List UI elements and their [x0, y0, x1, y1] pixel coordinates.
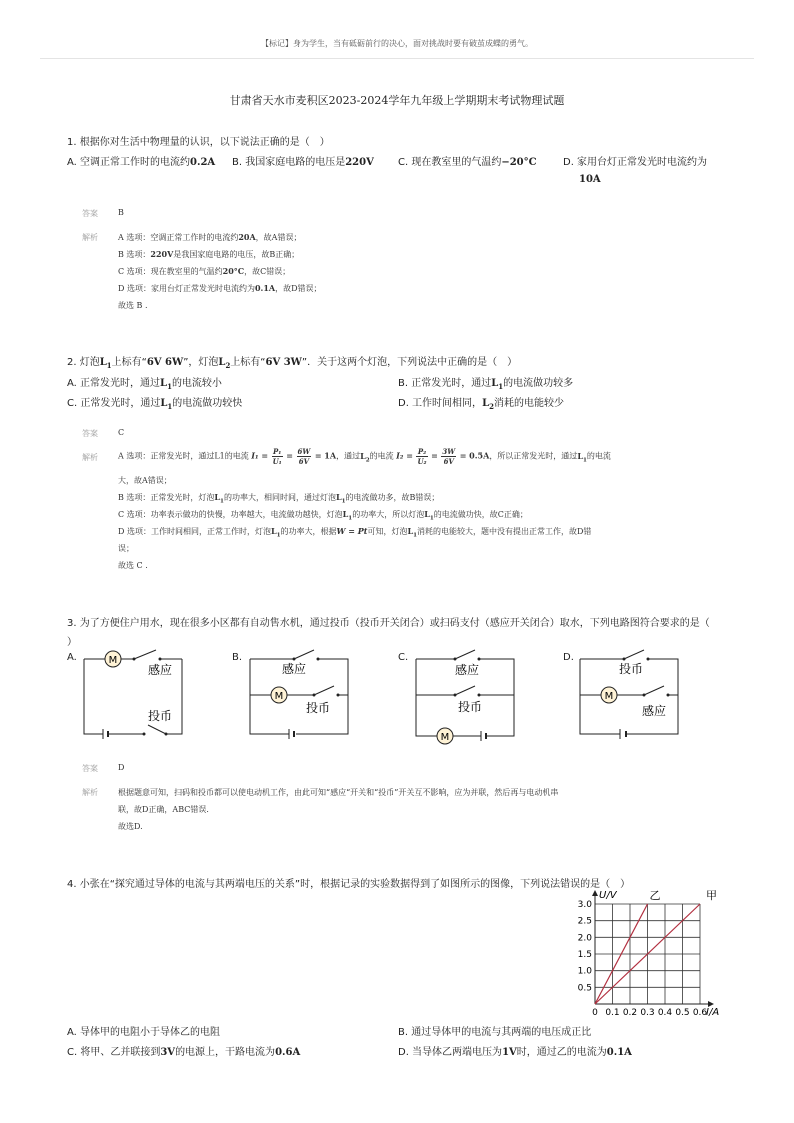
q2-result-2: = 0.5A: [459, 450, 490, 461]
q1-s1-value: 20A: [238, 232, 256, 242]
q3-analysis-line-2: 联，故D正确，ABC错误．: [118, 805, 215, 814]
q3-option-a-label[interactable]: A.: [67, 652, 77, 663]
circuit-b-ganying-switch: [294, 650, 314, 659]
q2-stem-p1: 2. 灯泡: [67, 357, 100, 368]
q2-s3-b: 的功率大，所以灯泡: [352, 510, 425, 519]
q2-s3-c: 的电流做功快，故C正确；: [433, 510, 528, 519]
q1-d-text: D. 家用台灯正常发光时电流约为: [563, 157, 708, 168]
q2-i1-symbol: I₁ =: [251, 450, 269, 461]
y-tick-label: 1.5: [577, 950, 592, 960]
q4-d-text: D. 当导体乙两端电压为: [398, 1047, 503, 1058]
y-tick-label: 2.5: [577, 916, 592, 927]
q1-analysis-line-3: [118, 266, 290, 277]
q2-a-text: A. 正常发光时，通过: [67, 378, 161, 389]
q2-a-tail: 的电流较小: [171, 378, 222, 389]
q3-answer-label: 答案: [82, 764, 98, 773]
circuit-c-ganying-switch: [455, 650, 475, 659]
q2-fraction-3w-6v: $\frac{3W}{6V}$: [442, 447, 456, 466]
q1-s3-tail: ，故C错误；: [244, 267, 291, 276]
q4-option-d[interactable]: [398, 1043, 632, 1058]
q2-s2-c: 的电流做功多，故B错误；: [345, 493, 440, 502]
circuit-b-toubi-label: 投币: [306, 701, 331, 715]
q2-b-lamp: $L_1$: [491, 378, 504, 391]
series-label-yi: 乙: [649, 889, 661, 902]
q2-s1-b: ，通过: [336, 451, 361, 461]
q2-s2-l1: $L_1$: [214, 492, 224, 505]
q2-s2-b: 的功率大，相同时间，通过灯泡: [223, 493, 336, 502]
x-tick-label: 0.6: [692, 1008, 708, 1018]
header-divider: [40, 58, 754, 59]
q2-s1-l2: $L_2$: [360, 450, 370, 464]
circuit-c-toubi-label: 投币: [458, 700, 483, 714]
q4-d-current: 0.1A: [606, 1047, 632, 1058]
q2-b-text: B. 正常发光时，通过: [398, 378, 492, 389]
q2-l2: $L_2$: [218, 357, 231, 370]
y-tick-label: 1.0: [577, 966, 592, 977]
q1-answer-label: 答案: [82, 209, 98, 218]
circuit-a-motor-label: M: [108, 655, 118, 666]
q4-d-mid: 时，通过乙的电流为: [516, 1047, 607, 1058]
q2-fraction-6w-6v: $\frac{6W}{6V}$: [297, 447, 311, 466]
circuit-a-toubi-label: 投币: [148, 709, 173, 723]
q2-analysis-line-5: 故选 C .: [118, 561, 148, 570]
q3-analysis-line-1: 根据题意可知，扫码和投币都可以使电动机工作，由此可知“感应“开关和“投币”开关互不影响，应为并联，然后再与电动机串: [118, 788, 559, 797]
q2-s4-a: D 选项：工作时间相同，正常工作时，灯泡: [118, 527, 271, 536]
q2-s2-l1b: $L_1$: [335, 492, 346, 505]
q2-s2-a: B 选项：正常发光时，灯泡: [118, 493, 215, 502]
motto-banner: 【标记】身为学生，当有砥砺前行的决心，面对挑战时要有破茧成蝶的勇气。: [261, 39, 533, 48]
q2-analysis-line-1: [118, 447, 611, 466]
q2-s3-a: C 选项：功率表示做功的快慢，功率越大，电流做功越快，灯泡: [118, 510, 343, 519]
q3-option-d-label[interactable]: D.: [563, 652, 574, 663]
q2-s4-d: 消耗的电能较大，题中没有提出正常工作，故D错: [417, 527, 592, 536]
q2-analysis-line-3: [118, 509, 528, 522]
q3-option-b-label[interactable]: B.: [232, 652, 243, 663]
q2-stem-p4: 上标有“: [230, 357, 266, 368]
circuit-b-motor-label: M: [274, 691, 284, 702]
x-tick-label: 0.3: [640, 1008, 655, 1018]
q1-d-value: 10A: [579, 174, 601, 185]
q4-option-a[interactable]: A. 导体甲的电阻小于导体乙的电阻: [67, 1027, 221, 1038]
y-tick-label: 3.0: [577, 900, 592, 910]
q2-option-a[interactable]: [67, 374, 222, 391]
circuit-b-toubi-switch: [314, 686, 334, 695]
q2-stem: [67, 353, 517, 370]
q2-s4-l1b: $L_1$: [407, 526, 417, 539]
circuit-a-ganying-switch: [134, 650, 156, 659]
q2-s1-c: 的电流: [369, 451, 394, 461]
q4-c-voltage: 3V: [160, 1047, 176, 1058]
q2-option-b[interactable]: [398, 374, 573, 391]
q2-result-1: = 1A: [314, 450, 337, 461]
q1-option-a[interactable]: [67, 153, 215, 168]
q2-equals-2: =: [431, 450, 438, 461]
q1-analysis-label: 解析: [82, 233, 98, 242]
q3-analysis-label: 解析: [82, 788, 98, 797]
q2-option-c[interactable]: [67, 394, 242, 411]
y-tick-label: 2.0: [577, 933, 592, 944]
chart-labels: [599, 889, 719, 1018]
x-tick-label: 0.4: [657, 1008, 673, 1018]
q4-option-b[interactable]: B. 通过导体甲的电流与其两端的电压成正比: [398, 1027, 592, 1038]
q1-a-text: A. 空调正常工作时的电流约: [67, 157, 191, 168]
q1-s2-tail: 是我国家庭电路的电压，故B正确；: [173, 250, 300, 259]
x-tick-label: 0.1: [605, 1008, 620, 1018]
q1-s4-text: D 选项：家用台灯正常发光时电流约为: [118, 284, 255, 293]
q2-s4-b: 的功率大，根据: [280, 527, 337, 536]
q3-circuit-d[interactable]: [574, 645, 694, 745]
q2-analysis-label: 解析: [82, 453, 98, 462]
q2-analysis-line-4: [118, 526, 591, 539]
q1-c-value: −20°C: [501, 157, 537, 168]
q2-s1-d: ，所以正常发光时，通过: [489, 451, 578, 461]
y-axis-arrow: [592, 890, 598, 896]
q2-c-text: C. 正常发光时，通过: [67, 398, 161, 409]
q1-s4-value: 0.1A: [254, 283, 276, 293]
q2-fraction-p2-u2: $\frac{\text{P₂}}{\text{U₂}}$: [417, 447, 427, 466]
q1-c-text: C. 现在教室里的气温约: [398, 157, 502, 168]
circuit-c-toubi-switch: [455, 686, 475, 695]
q2-d-text: D. 工作时间相同，: [398, 398, 483, 409]
q3-circuit-a[interactable]: [78, 645, 198, 745]
y-axis-label: U/V: [599, 890, 617, 901]
q1-analysis-line-1: [118, 232, 301, 243]
x-axis-label: I/A: [706, 1007, 720, 1018]
q4-c-text: C. 将甲、乙并联接到: [67, 1047, 161, 1058]
series-label-jia: 甲: [706, 889, 717, 902]
y-tick-label: 0.5: [577, 983, 592, 994]
q2-l1: $L_1$: [99, 357, 112, 370]
q4-c-mid: 的电源上，干路电流为: [175, 1047, 276, 1058]
q2-option-d[interactable]: [398, 394, 564, 411]
q2-analysis-line-1b: 大，故A错误；: [118, 476, 172, 485]
circuit-a-toubi-switch: [148, 725, 166, 734]
q2-spec1: 6V 6W: [146, 357, 184, 368]
circuit-b-ganying-label: 感应: [282, 662, 307, 676]
q1-s3-text: C 选项：现在教室里的气温约: [118, 267, 223, 276]
q3-circuit-c[interactable]: [410, 645, 530, 750]
q1-s1-tail: ，故A错误；: [255, 233, 302, 242]
q2-s4-c: 可知，灯泡: [367, 527, 408, 536]
q2-i2-symbol: I₂ =: [396, 450, 413, 461]
q2-s1-l1: $L_1$: [577, 450, 587, 464]
circuit-d-toubi-switch: [624, 650, 644, 659]
q1-s2-value: 220V: [150, 249, 174, 259]
q2-analysis-line-4b: 误；: [118, 544, 134, 553]
circuit-d-toubi-label: 投币: [619, 662, 644, 676]
q4-d-voltage: 1V: [502, 1047, 517, 1058]
circuit-d-motor-label: M: [604, 691, 614, 702]
q1-s4-tail: ，故D错误；: [275, 284, 322, 293]
q1-analysis-line-2: [118, 249, 299, 260]
q1-analysis-line-4: [118, 283, 322, 294]
q1-option-c[interactable]: [398, 153, 537, 168]
circuit-c-ganying-label: 感应: [455, 663, 480, 677]
q2-stem-p3: ”，灯泡: [183, 357, 219, 368]
q4-ui-graph: [560, 884, 730, 1024]
q1-b-text: B. 我国家庭电路的电压是: [232, 157, 346, 168]
q2-d-lamp: $L_2$: [482, 398, 494, 411]
q2-c-tail: 的电流做功较快: [172, 398, 243, 409]
circuit-a-ganying-label: 感应: [148, 663, 173, 677]
q4-option-c[interactable]: [67, 1043, 300, 1058]
q2-equals-1: =: [286, 450, 293, 461]
q2-a-lamp: $L_1$: [160, 378, 172, 391]
circuit-d-ganying-label: 感应: [642, 704, 667, 718]
circuit-d-ganying-switch: [644, 686, 664, 695]
q1-s1-text: A 选项：空调正常工作时的电流约: [118, 233, 239, 242]
q1-s2-text: B 选项：: [118, 250, 151, 259]
q2-analysis-line-2: [118, 492, 439, 505]
q3-circuit-b[interactable]: [244, 645, 364, 745]
q2-formula: W = Pt: [336, 526, 368, 536]
q2-fraction-p1-u1: $\frac{\text{P₁}}{\text{U₁}}$: [272, 447, 282, 466]
q3-answer: D: [118, 763, 125, 772]
q2-stem-p2: 上标有“: [111, 357, 147, 368]
q1-b-value: 220V: [345, 157, 374, 168]
q2-s3-l1: $L_1$: [342, 509, 353, 522]
q4-stem: 4. 小张在“探究通过导体的电流与其两端电压的关系”时，根据记录的实验数据得到了如图所示的图像，下列说法错误的是（ ）: [67, 879, 631, 890]
q2-b-tail: 的电流做功较多: [503, 378, 574, 389]
x-tick-label: 0.5: [675, 1008, 690, 1018]
q2-s4-l1: $L_1$: [270, 526, 281, 539]
q2-spec2: 6V 3W: [265, 357, 302, 368]
q3-stem-line-2: ）: [67, 637, 77, 648]
x-tick-label: 0.2: [622, 1008, 638, 1018]
q3-stem-line-1: 3. 为了方便住户用水，现在很多小区都有自动售水机，通过投币（投币开关闭合）或扫码支付（感应开关闭合）取水，下列电路图符合要求的是（: [67, 618, 710, 629]
q1-stem: 1. 根据你对生活中物理量的认识，以下说法正确的是（ ）: [67, 137, 330, 148]
q2-c-lamp: $L_1$: [160, 398, 173, 411]
q2-stem-p5: ”．关于这两个灯泡，下列说法中正确的是（ ）: [301, 357, 518, 368]
q2-s1-e: 的电流: [586, 451, 611, 461]
circuit-c-motor-label: M: [440, 732, 450, 743]
q2-answer-label: 答案: [82, 429, 98, 438]
q1-answer: B: [118, 208, 124, 217]
q1-option-b[interactable]: [232, 153, 374, 168]
q2-s1-a: A 选项：正常发光时，通过L1的电流: [118, 451, 249, 461]
q2-d-tail: 消耗的电能较少: [493, 398, 564, 409]
circuit-a-left-wire: [84, 659, 103, 734]
q3-option-c-label[interactable]: C.: [398, 652, 409, 663]
q1-a-value: 0.2A: [190, 157, 216, 168]
q4-c-current: 0.6A: [275, 1047, 301, 1058]
x-tick-label: 0: [592, 1008, 598, 1018]
q2-answer: C: [118, 428, 125, 437]
q1-analysis-line-5: 故选 B .: [118, 301, 148, 310]
q2-s3-l1b: $L_1$: [424, 509, 434, 522]
q3-analysis-line-3: 故选D.: [118, 822, 143, 831]
q1-s3-value: 20°C: [222, 266, 245, 276]
paper-title: 甘肃省天水市麦积区2023-2024学年九年级上学期期末考试物理试题: [229, 94, 565, 107]
q1-option-d[interactable]: [563, 153, 707, 168]
